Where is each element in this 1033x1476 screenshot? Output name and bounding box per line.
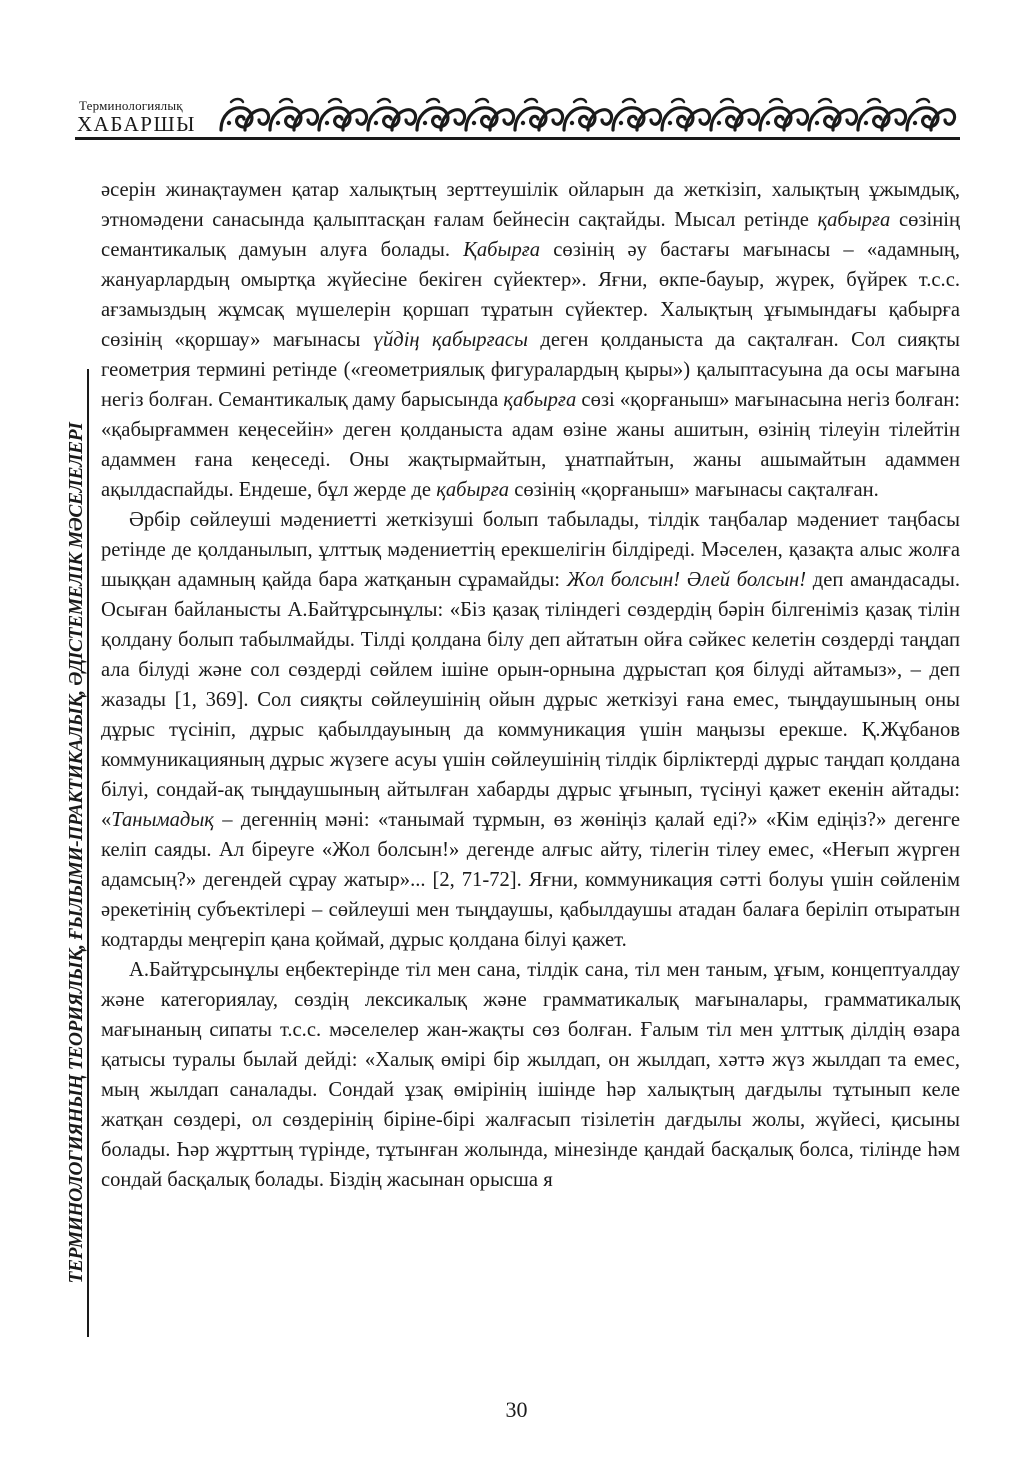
text-run: – дегеннің мәні: «танымай тұрмын, өз жөніңіз қалай еді?» «Кім едіңіз?» дегенге келіп саяды. Ал біреуге «Жол болсын!» дегенде алғыс айту, тілегін тілеу емес, «Неғып жүрген адамсың?» дегендей сұрау жатыр»... [2, 71-72]. Яғни, коммуникация сәтті болуы үшін сөйленім әрекетінің субъектілері – сөйлеуші мен тыңдаушы, қабылдаушы атадан балаға беріліп отыратын кодтарды меңгеріп қана қоймай, дұрыс қолдана білуі қажет.: [101, 809, 960, 951]
paragraph-1: [101, 175, 960, 505]
italic-term: Жол болсын! Әлей болсын!: [566, 569, 807, 591]
text-run: Әрбір сөйлеуші мәдениетті жеткізуші болып табылады, тілдік таңбалар мәдениет таңбасы ретінде де қолданылып, ұлттық мәдениеттің ерекшелігін білдіреді. Мәселен, қазақта алыс жолға шыққан адамның қайда бара жатқанын сұрамайды:: [101, 509, 960, 591]
text-run: әсерін жинақтаумен қатар халықтың зерттеушілік ойларын да жеткізіп, халықтың ұжымдық, этномәдени санасында қалыптасқан ғалам бейнесін сақтайды. Мысал ретінде: [101, 179, 960, 231]
text-run: сөзінің әу бастағы мағынасы – «адамның, жануарлардың омыртқа жүйесіне бекіген сүйектер». Яғни, өкпе-бауыр, жүрек, бүйрек т.с.с. ағзамыздың жұмсақ мүшелерін қоршап тұратын сүйектер. Халықтың ұғымындағы қабырға сөзінің «қоршау» мағынасы: [101, 239, 960, 351]
text-run: А.Байтұрсынұлы еңбектерінде тіл мен сана, тілдік сана, тіл мен таным, ұғым, концептуалдау және категориялау, сөздің лексикалық және грамматикалық мағыналары, грамматикалық мағынаның сипаты т.с.с. мәселелер жан-жақты сөз болған. Ғалым тіл мен ұлттық ділдің өзара қатысы туралы былай дейді: «Халық өмірі бір жылдап, он жылдап, хәттә жүз жылдап та емес, мың жылдап саналады. Сондай ұзақ өмірінің ішінде һәр халықтың дағдылы тұтынып келе жатқан сөздері, ол сөздерінің біріне-бірі жалғасып тізілетін дағдылы жолы, жүйесі, қисыны болады. Һәр жұрттың түрінде, тұтынған жолында, мінезінде қандай басқалық болса, тілінде һәм сондай басқалық болады. Біздің жасынан орысша я: [101, 959, 960, 1191]
ornament-border-icon: [217, 96, 957, 136]
italic-term: үйдің қабырғасы: [372, 329, 528, 351]
text-run: сөзінің семантикалық дамуын алуға болады.: [101, 209, 960, 261]
italic-term: қабырға: [817, 209, 891, 231]
text-run: сөзі «қорғаныш» мағынасына негіз болған: «қабырғаммен кеңесейін» деген қолданыста адам өзіне жаны ашитын, өзінің тілеуін тілейтін адаммен ғана кеңеседі. Оны жақтырмайтын, ұнатпайтын, жаны ашымайтын адаммен ақылдаспайды. Ендеше, бұл жерде де: [101, 389, 961, 501]
text-run: деп амандасады. Осыған байланысты А.Байтұрсынұлы: «Біз қазақ тіліндегі сөздердің бәрін білгеніміз қазақ тілін қолдану болып табылмайды. Тілді қолдана білу деп айтатын ойға сәйкес келетін сөздерді таңдап ала білуді және сол сөздерді сөйлем ішіне орын-орнына дұрыстап қоя білуді айтамыз», – деп жазады [1, 369]. Сол сияқты сөйлеушінің ойын дұрыс жеткізуі ғана емес, тыңдаушының оны дұрыс түсініп, дұрыс қабылдауының да коммуникация үшін маңызы ерекше. Қ.Жұбанов коммуникацияның дұрыс жүзеге асуы үшін сөйлеушінің тілдік бірліктерді дұрыс таңдап қолдана білуі, сондай-ақ тыңдаушының айтылған хабарды дұрыс ұғынып, түсінуі қажет екенін айтады: «: [101, 569, 960, 831]
italic-term: қабырға: [436, 479, 510, 501]
text-run: деген қолданыста да сақталған. Сол сияқты геометрия термині ретінде («геометриялық фигуралардың қыры») қалыптасуына да осы мағына негіз болған. Семантикалық даму барысында: [101, 329, 960, 411]
side-section-title: ТЕРМИНОЛОГИЯНЫҢ ТЕОРИЯЛЫҚ, ҒЫЛЫМИ-ПРАКТИКАЛЫҚ, ӘДІСТЕМЕЛІК МӘСЕЛЕЛЕРІ: [66, 422, 87, 1284]
header-journal-title: ХАБАРШЫ: [77, 112, 196, 136]
header-divider: [75, 137, 960, 140]
page-number: 30: [505, 1397, 528, 1422]
paragraph-3: [101, 955, 960, 1195]
article-body: [101, 175, 960, 1195]
italic-term: Танымадық: [111, 809, 214, 831]
italic-term: Қабырға: [463, 239, 541, 261]
header-journal-subtitle: Терминологиялық: [79, 98, 183, 113]
italic-term: қабырға: [503, 389, 577, 411]
paragraph-2: [101, 505, 960, 955]
text-run: сөзінің «қорғаныш» мағынасы сақталған.: [509, 479, 879, 501]
running-header: [75, 92, 960, 142]
